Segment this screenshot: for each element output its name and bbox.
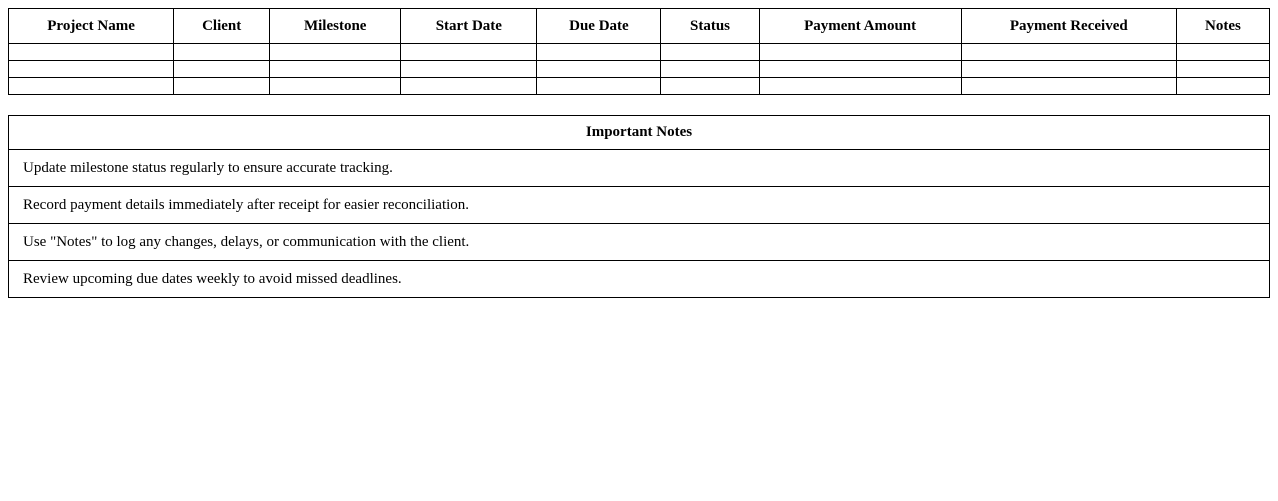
- cell-payment-received[interactable]: [961, 44, 1176, 61]
- column-header-payment-received: Payment Received: [961, 9, 1176, 44]
- table-row[interactable]: [9, 44, 1270, 61]
- cell-project-name[interactable]: [9, 78, 174, 95]
- cell-project-name[interactable]: [9, 61, 174, 78]
- notes-header-row: [9, 116, 1270, 150]
- column-header-notes: Notes: [1176, 9, 1269, 44]
- cell-due-date[interactable]: [537, 78, 661, 95]
- important-notes-title: Important Notes: [9, 116, 1270, 150]
- cell-start-date[interactable]: [401, 61, 537, 78]
- cell-payment-amount[interactable]: [759, 78, 961, 95]
- cell-client[interactable]: [174, 78, 270, 95]
- cell-project-name[interactable]: [9, 44, 174, 61]
- cell-payment-amount[interactable]: [759, 44, 961, 61]
- table-header-row: [9, 9, 1270, 44]
- cell-payment-received[interactable]: [961, 78, 1176, 95]
- notes-row: [9, 261, 1270, 298]
- notes-row: [9, 224, 1270, 261]
- cell-milestone[interactable]: [270, 78, 401, 95]
- cell-payment-amount[interactable]: [759, 61, 961, 78]
- cell-status[interactable]: [661, 44, 759, 61]
- project-tracker-table: [8, 8, 1270, 95]
- cell-client[interactable]: [174, 44, 270, 61]
- project-tracker-table-container: [8, 8, 1270, 95]
- column-header-status: Status: [661, 9, 759, 44]
- important-notes-table-container: [8, 115, 1270, 298]
- cell-status[interactable]: [661, 78, 759, 95]
- note-item: Record payment details immediately after receipt for easier reconciliation.: [9, 187, 1270, 224]
- notes-row: [9, 150, 1270, 187]
- column-header-payment-amount: Payment Amount: [759, 9, 961, 44]
- column-header-client: Client: [174, 9, 270, 44]
- column-header-start-date: Start Date: [401, 9, 537, 44]
- cell-milestone[interactable]: [270, 61, 401, 78]
- cell-notes[interactable]: [1176, 44, 1269, 61]
- important-notes-table: [8, 115, 1270, 298]
- column-header-due-date: Due Date: [537, 9, 661, 44]
- cell-notes[interactable]: [1176, 78, 1269, 95]
- cell-milestone[interactable]: [270, 44, 401, 61]
- cell-due-date[interactable]: [537, 61, 661, 78]
- cell-status[interactable]: [661, 61, 759, 78]
- cell-due-date[interactable]: [537, 44, 661, 61]
- table-row[interactable]: [9, 61, 1270, 78]
- cell-start-date[interactable]: [401, 44, 537, 61]
- column-header-milestone: Milestone: [270, 9, 401, 44]
- cell-client[interactable]: [174, 61, 270, 78]
- note-item: Use "Notes" to log any changes, delays, or communication with the client.: [9, 224, 1270, 261]
- note-item: Review upcoming due dates weekly to avoid missed deadlines.: [9, 261, 1270, 298]
- cell-notes[interactable]: [1176, 61, 1269, 78]
- column-header-project-name: Project Name: [9, 9, 174, 44]
- note-item: Update milestone status regularly to ensure accurate tracking.: [9, 150, 1270, 187]
- notes-row: [9, 187, 1270, 224]
- table-row[interactable]: [9, 78, 1270, 95]
- cell-start-date[interactable]: [401, 78, 537, 95]
- cell-payment-received[interactable]: [961, 61, 1176, 78]
